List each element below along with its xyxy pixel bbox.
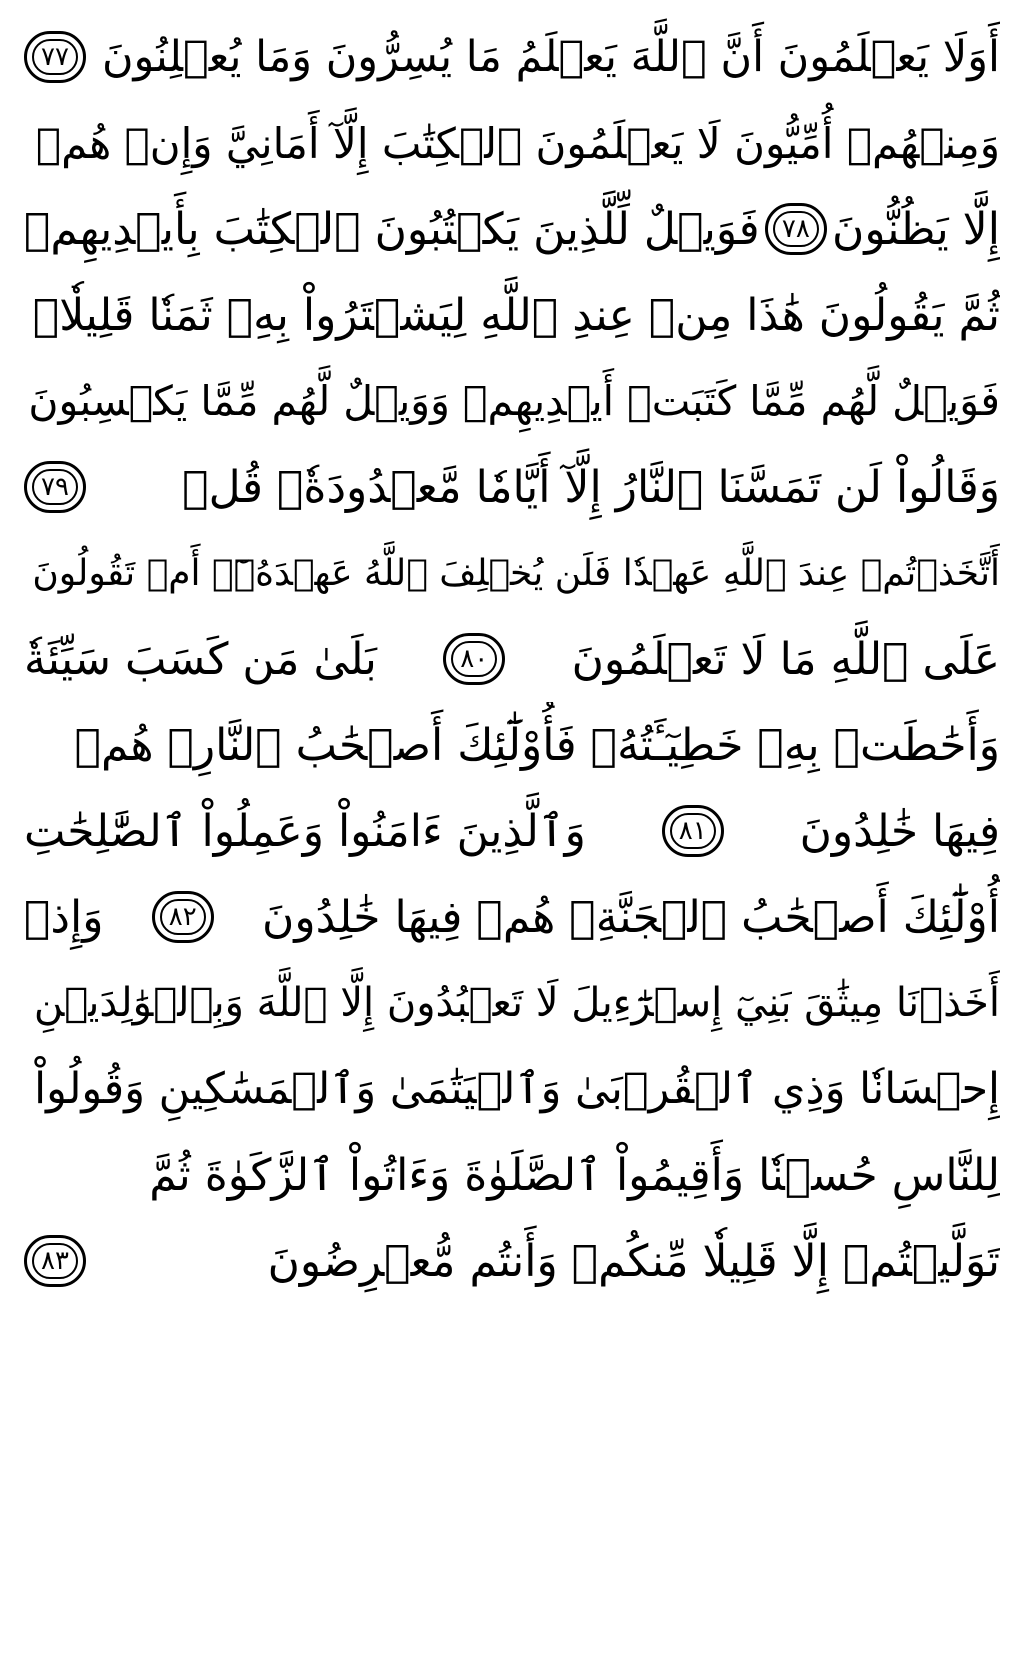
verse-text: ثُمَّ يَقُولُونَ هَٰذَا مِنۡ عِندِ ٱللَّهِ لِيَشۡتَرُواْ بِهِۦ ثَمَنٗا قَلِيلٗاۖ	[32, 289, 1000, 341]
verse-line	[24, 358, 1000, 444]
verse-text: إِلَّا يَظُنُّونَ	[832, 203, 1000, 255]
verse-line	[24, 186, 1000, 272]
verse-text: أَتَّخَذۡتُمۡ عِندَ ٱللَّهِ عَهۡدٗا فَلَن يُخۡلِفَ ٱللَّهُ عَهۡدَهُۥٓۖ أَمۡ تَقُولُونَ	[32, 552, 1000, 594]
ayah-number-marker: ٧٩	[24, 461, 86, 513]
ayah-number-marker: ٧٨	[765, 203, 827, 255]
verse-line	[24, 14, 1000, 100]
ayah-number-marker: ٨٠	[443, 633, 505, 685]
verse-text: تَوَلَّيۡتُمۡ إِلَّا قَلِيلٗا مِّنكُمۡ وَأَنتُم مُّعۡرِضُونَ	[267, 1235, 1000, 1287]
verse-lines	[24, 14, 1000, 1304]
verse-text: وَمِنۡهُمۡ أُمِّيُّونَ لَا يَعۡلَمُونَ ٱلۡكِتَٰبَ إِلَّآ أَمَانِيَّ وَإِنۡ هُمۡ	[35, 118, 1000, 168]
verse-text: فَوَيۡلٌ لِّلَّذِينَ يَكۡتُبُونَ ٱلۡكِتَٰبَ بِأَيۡدِيهِمۡ	[24, 203, 760, 255]
verse-line	[24, 960, 1000, 1046]
verse-line	[24, 1046, 1000, 1132]
verse-line	[24, 874, 1000, 960]
verse-text: لِلنَّاسِ حُسۡنٗا وَأَقِيمُواْ ٱلصَّلَوٰةَ وَءَاتُواْ ٱلزَّكَوٰةَ ثُمَّ	[149, 1149, 1000, 1201]
verse-line	[24, 272, 1000, 358]
verse-line	[24, 1218, 1000, 1304]
verse-text: أُوْلَٰٓئِكَ أَصۡحَٰبُ ٱلۡجَنَّةِۖ هُمۡ فِيهَا خَٰلِدُونَ	[262, 891, 1000, 943]
verse-line	[24, 616, 1000, 702]
verse-text: وَٱلَّذِينَ ءَامَنُواْ وَعَمِلُواْ ٱلصَّٰلِحَٰتِ	[24, 805, 586, 857]
verse-line	[24, 100, 1000, 186]
verse-line	[24, 444, 1000, 530]
verse-line	[24, 702, 1000, 788]
ayah-number-marker: ٨٢	[152, 891, 214, 943]
verse-text: أَوَلَا يَعۡلَمُونَ أَنَّ ٱللَّهَ يَعۡلَمُ مَا يُسِرُّونَ وَمَا يُعۡلِنُونَ	[101, 32, 1000, 82]
verse-text: أَخَذۡنَا مِيثَٰقَ بَنِيٓ إِسۡرَٰٓءِيلَ لَا تَعۡبُدُونَ إِلَّا ٱللَّهَ وَبِٱلۡوَٰلِدَيۡنِ	[33, 980, 1000, 1026]
verse-line	[24, 788, 1000, 874]
verse-text: وَقَالُواْ لَن تَمَسَّنَا ٱلنَّارُ إِلَّآ أَيَّامٗا مَّعۡدُودَةٗۚ قُلۡ	[182, 461, 1000, 513]
verse-text: فَوَيۡلٌ لَّهُم مِّمَّا كَتَبَتۡ أَيۡدِيهِمۡ وَوَيۡلٌ لَّهُم مِّمَّا يَكۡسِبُونَ	[28, 377, 1000, 425]
verse-line	[24, 530, 1000, 616]
verse-text: وَأَحَٰطَتۡ بِهِۦ خَطِيٓـَٔتُهُۥ فَأُوْلَٰٓئِكَ أَصۡحَٰبُ ٱلنَّارِۖ هُمۡ	[74, 719, 1000, 771]
verse-line	[24, 1132, 1000, 1218]
verse-text: بَلَىٰ مَن كَسَبَ سَيِّئَةٗ	[24, 633, 377, 685]
verse-text: وَإِذۡ	[24, 891, 104, 943]
verse-text: فِيهَا خَٰلِدُونَ	[799, 805, 1000, 857]
ayah-number-marker: ٨٣	[24, 1235, 86, 1287]
verse-text: عَلَى ٱللَّهِ مَا لَا تَعۡلَمُونَ	[571, 633, 1000, 685]
ayah-number-marker: ٨١	[662, 805, 724, 857]
verse-text: إِحۡسَانٗا وَذِي ٱلۡقُرۡبَىٰ وَٱلۡيَتَٰمَىٰ وَٱلۡمَسَٰكِينِ وَقُولُواْ	[34, 1064, 1000, 1114]
ayah-number-marker: ٧٧	[24, 31, 86, 83]
